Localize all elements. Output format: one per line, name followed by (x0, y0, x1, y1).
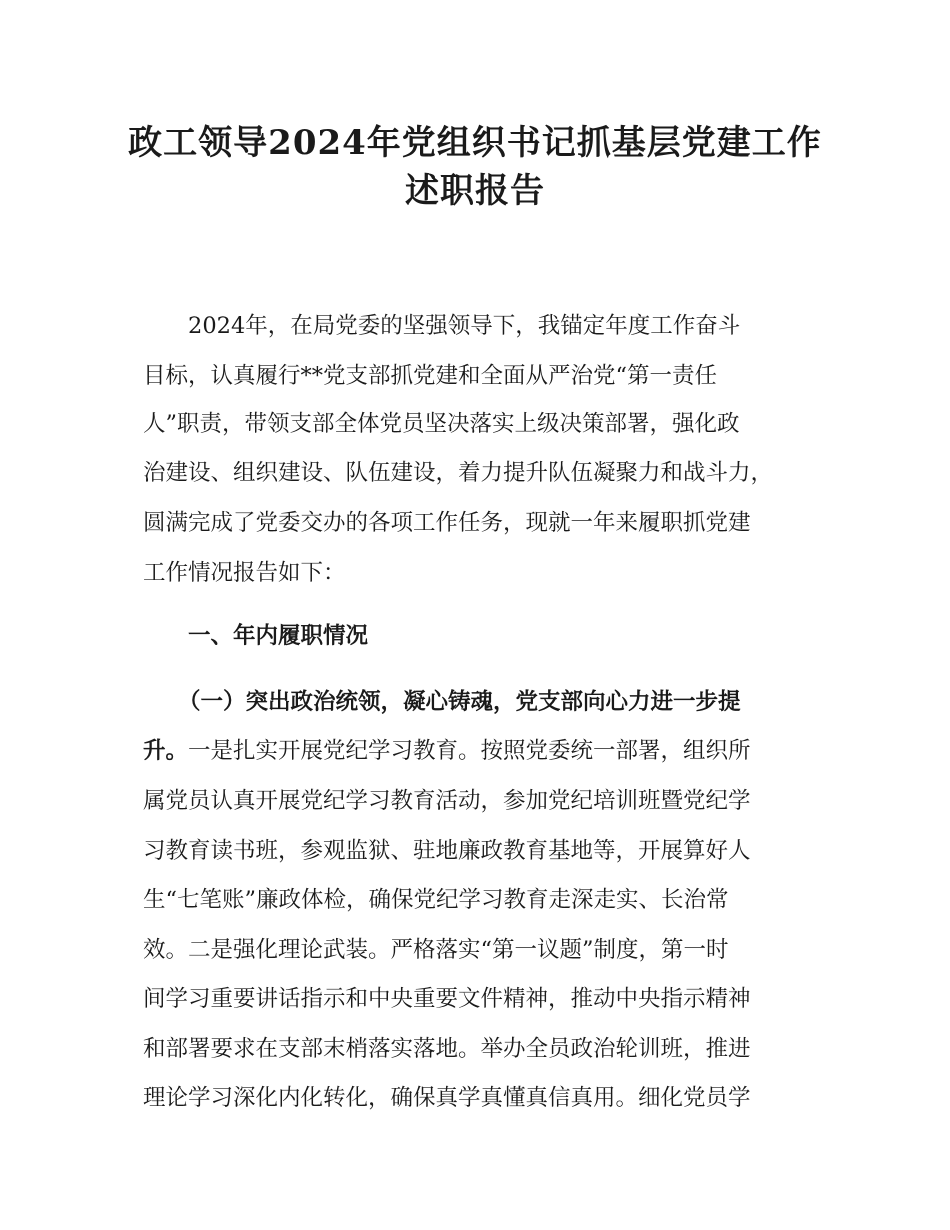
intro-line-2: 目标，认真履行**党支部抓党建和全面从严治党“第一责任 (143, 363, 718, 389)
section-heading-1: 一、年内履职情况 (188, 623, 369, 649)
body-line-2: 属党员认真开展党纪学习教育活动，参加党纪培训班暨党纪学 (143, 788, 751, 814)
intro-line-3: 人”职责，带领支部全体党员坚决落实上级决策部署，强化政 (143, 411, 740, 437)
subsection-heading-1-end: 升。 (143, 738, 189, 764)
document-title-line-2: 述职报告 (405, 171, 545, 211)
body-line-3: 习教育读书班，参观监狱、驻地廉政教育基地等，开展算好人 (143, 838, 751, 864)
body-line-7: 和部署要求在支部末梢落实落地。举办全员政治轮训班，推进 (143, 1036, 751, 1062)
document-title-line-1: 政工领导2024年党组织书记抓基层党建工作 (128, 123, 822, 163)
intro-line-1: 2024年，在局党委的坚强领导下，我锚定年度工作奋斗 (188, 313, 741, 339)
body-line-6: 间学习重要讲话指示和中央重要文件精神，推动中央指示精神 (143, 986, 751, 1012)
intro-line-4: 治建设、组织建设、队伍建设，着力提升队伍凝聚力和战斗力， (143, 460, 774, 486)
body-line-4: 生“七笔账”廉政体检，确保党纪学习教育走深走实、长治常 (143, 887, 729, 913)
body-line-1-text: 一是扎实开展党纪学习教育。按照党委统一部署，组织所 (188, 738, 751, 764)
body-line-8: 理论学习深化内化转化，确保真学真懂真信真用。细化党员学 (143, 1085, 751, 1111)
body-line-1 (143, 735, 751, 767)
intro-line-5: 圆满完成了党委交办的各项工作任务，现就一年来履职抓党建 (143, 510, 751, 536)
subsection-heading-1: （一）突出政治统领，凝心铸魂，党支部向心力进一步提 (178, 689, 741, 715)
body-line-5: 效。二是强化理论武装。严格落实“第一议题”制度，第一时 (143, 937, 729, 963)
intro-line-6: 工作情况报告如下： (143, 560, 346, 586)
